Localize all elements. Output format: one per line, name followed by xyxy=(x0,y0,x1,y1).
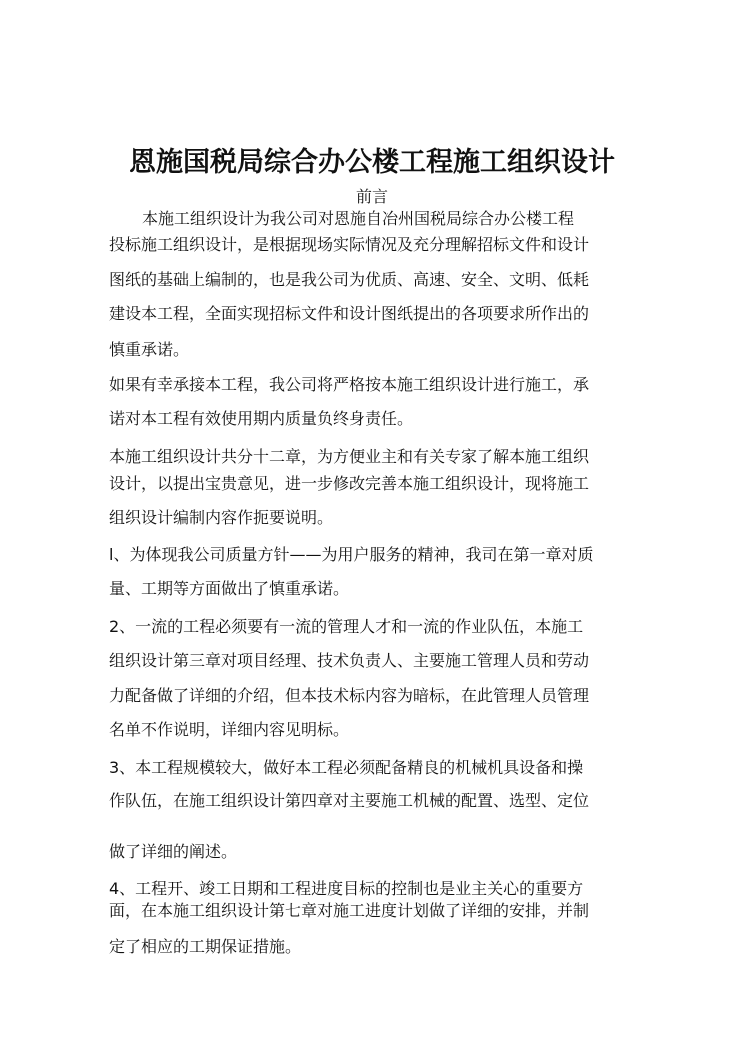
paragraph-line: 图纸的基础上编制的，也是我公司为优质、高速、安全、文明、低耗 xyxy=(109,270,590,289)
paragraph-line: 建设本工程，全面实现招标文件和设计图纸提出的各项要求所作出的 xyxy=(109,304,590,323)
paragraph-line: 名单不作说明，详细内容见明标。 xyxy=(109,720,350,739)
paragraph-line: 面，在本施工组织设计第七章对施工进度计划做了详细的安排，并制 xyxy=(109,901,590,920)
paragraph-line: 定了相应的工期保证措施。 xyxy=(109,937,302,956)
paragraph-line: 诺对本工程有效使用期内质量负终身责任。 xyxy=(109,409,414,428)
paragraph-line: 组织设计第三章对项目经理、技术负责人、主要施工管理人员和劳动 xyxy=(109,651,590,670)
paragraph-line: 3、本工程规模较大，做好本工程必须配备精良的机械机具设备和操 xyxy=(109,758,584,777)
paragraph-line: 作队伍，在施工组织设计第四章对主要施工机械的配置、选型、定位 xyxy=(109,791,590,810)
paragraph-line: 慎重承诺。 xyxy=(109,340,190,359)
page-title: 恩施国税局综合办公楼工程施工组织设计 xyxy=(129,147,615,178)
paragraph-line: 做了详细的阐述。 xyxy=(109,842,238,861)
paragraph-line: 量、工期等方面做出了慎重承诺。 xyxy=(109,579,350,598)
paragraph-line: 本施工组织设计共分十二章，为方便业主和有关专家了解本施工组织 xyxy=(109,447,590,466)
paragraph-line: 投标施工组织设计，是根据现场实际情况及充分理解招标文件和设计 xyxy=(109,235,590,254)
section-heading: 前言 xyxy=(355,187,388,206)
paragraph-line: 如果有幸承接本工程，我公司将严格按本施工组织设计进行施工，承 xyxy=(109,375,590,394)
paragraph-line: 4、工程开、竣工日期和工程进度目标的控制也是业主关心的重要方 xyxy=(109,879,584,898)
paragraph-line: l、为体现我公司质量方针——为用户服务的精神，我司在第一章对质 xyxy=(109,545,594,564)
paragraph-line: 组织设计编制内容作扼要说明。 xyxy=(109,508,334,527)
paragraph-line: 设计，以提出宝贵意见，进一步修改完善本施工组织设计，现将施工 xyxy=(109,474,590,493)
paragraph-line: 力配备做了详细的介绍，但本技术标内容为暗标，在此管理人员管理 xyxy=(109,686,590,705)
paragraph-line: 2、一流的工程必须要有一流的管理人才和一流的作业队伍，本施工 xyxy=(109,617,584,636)
paragraph-line: 本施工组织设计为我公司对恩施自冶州国税局综合办公楼工程 xyxy=(142,209,575,228)
